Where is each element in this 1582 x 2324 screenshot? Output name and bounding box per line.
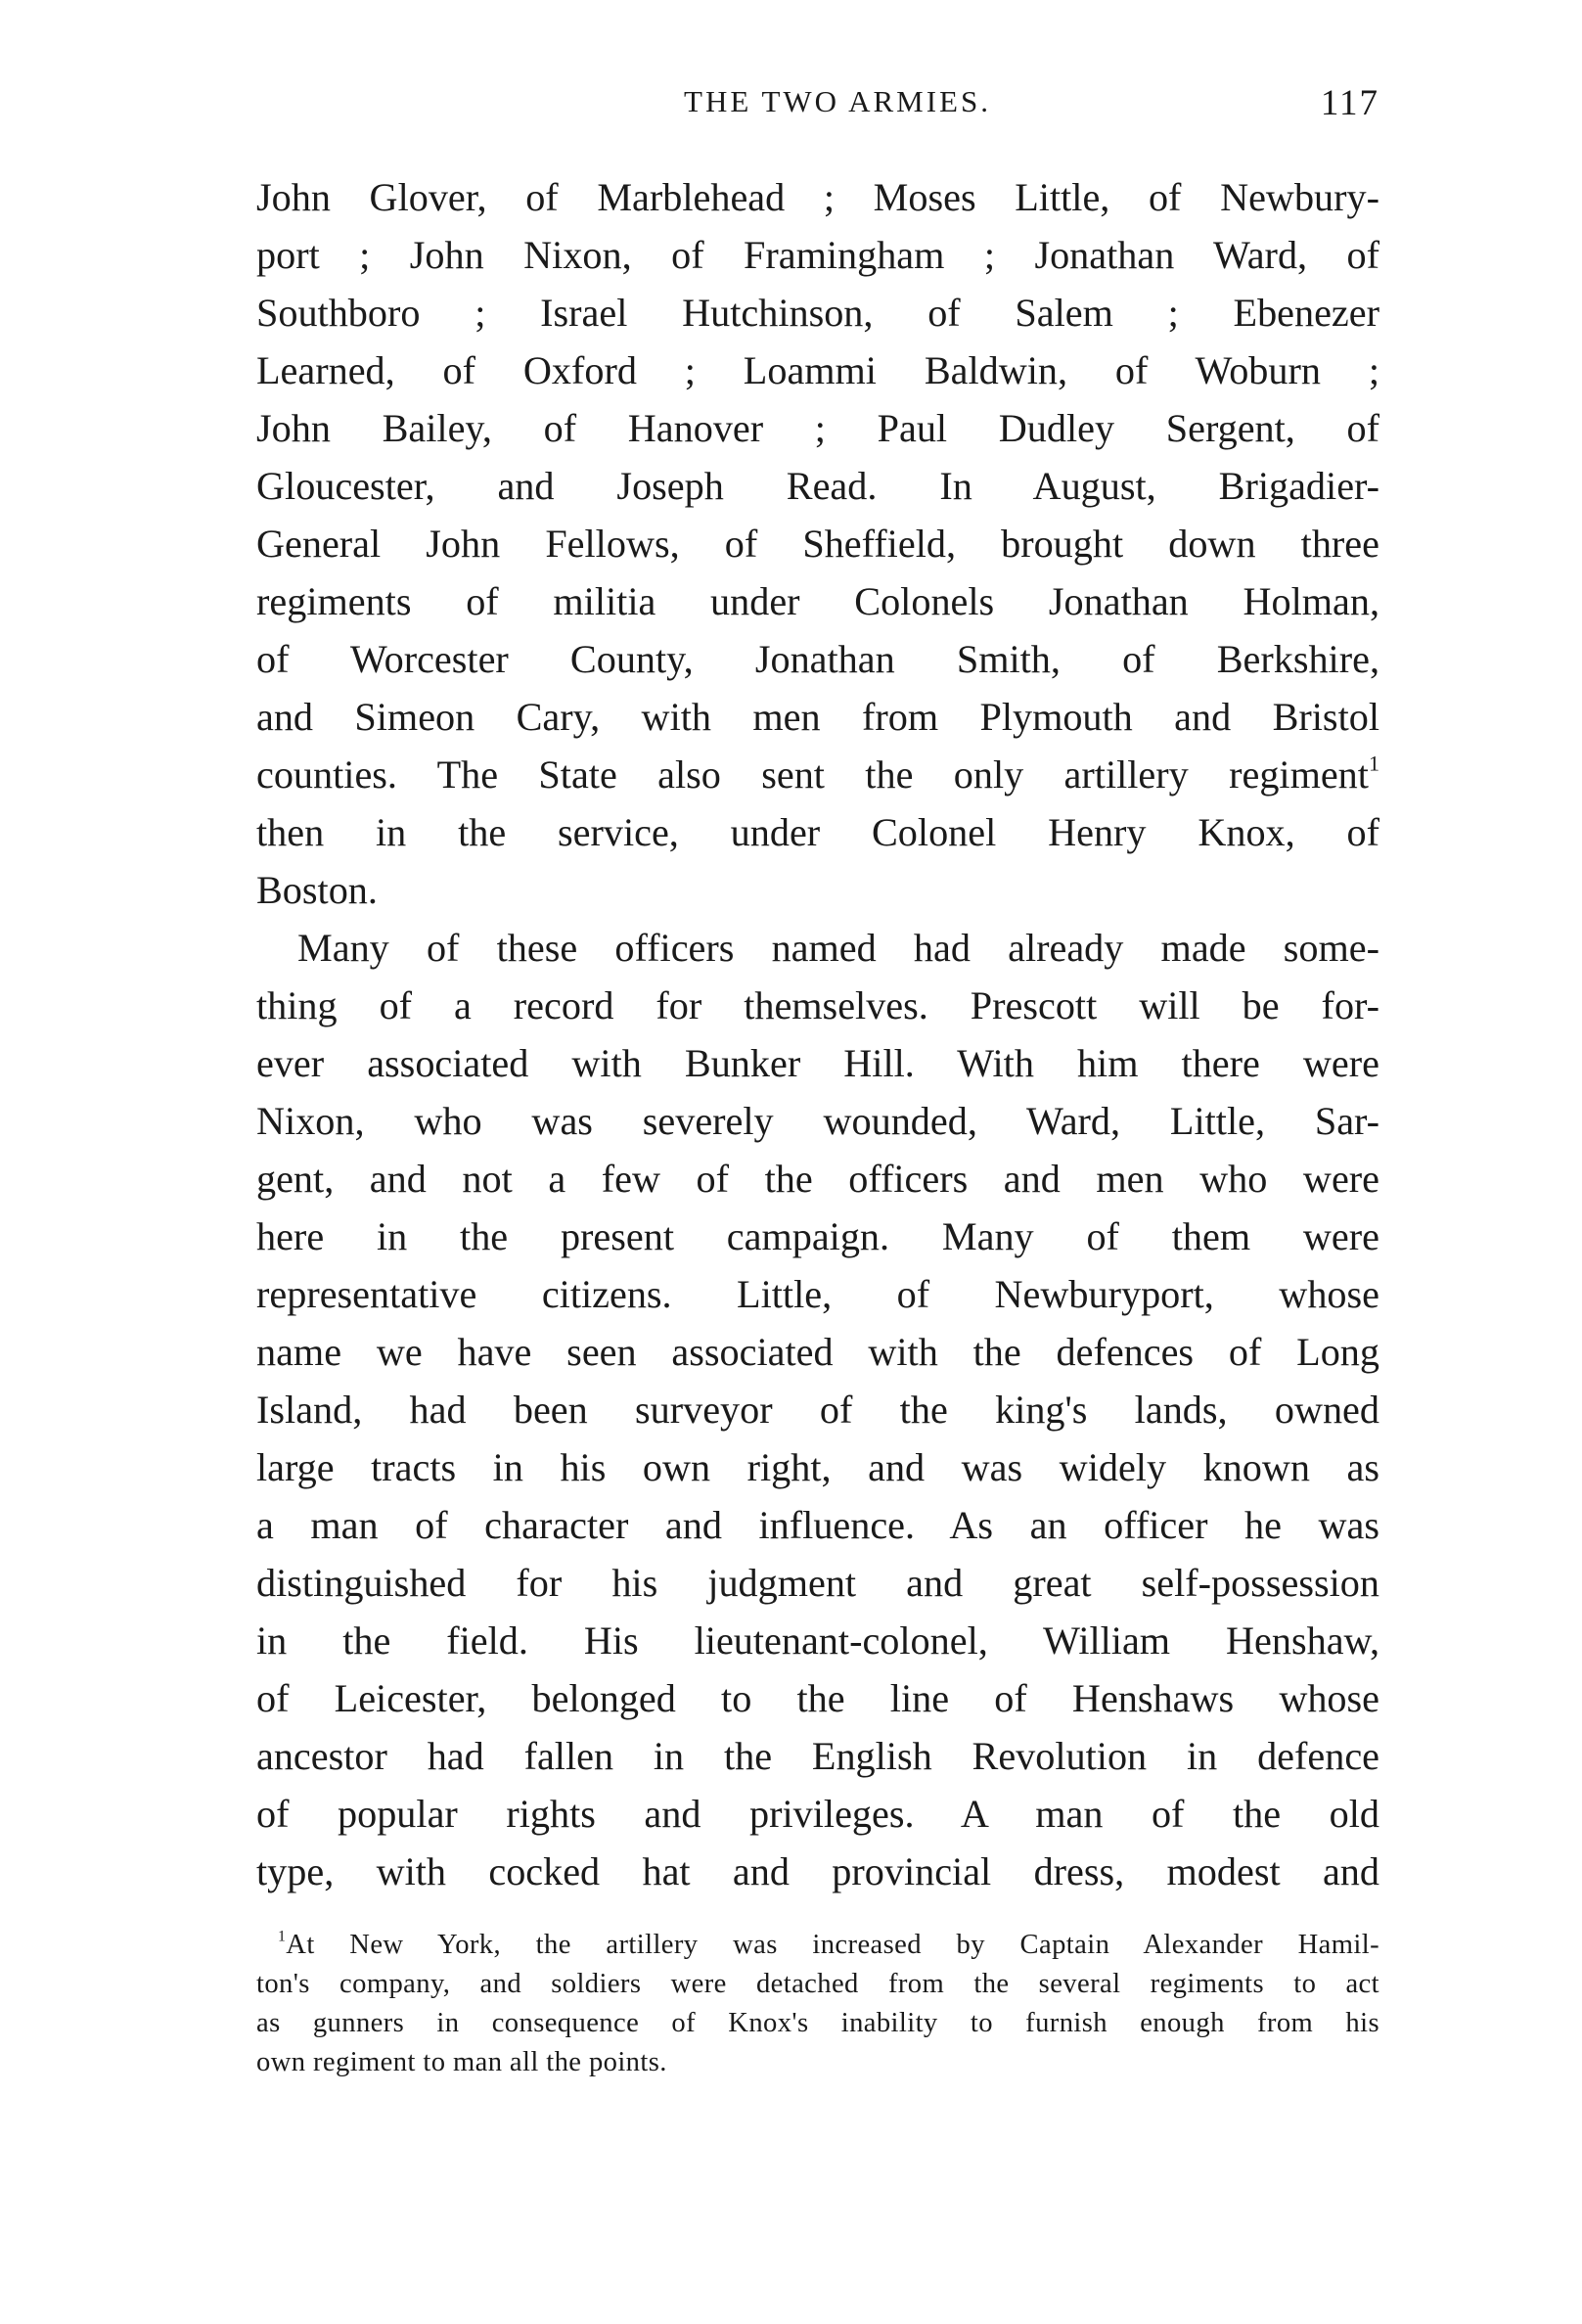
running-head (256, 78, 1379, 137)
page-number: 117 (1320, 83, 1379, 123)
text-line: Island, had been surveyor of the king's lands, owned (256, 1388, 1379, 1432)
text-line: ever associated with Bunker Hill. With him there were (256, 1041, 1379, 1085)
paragraph-2 (256, 919, 1379, 1900)
text-line: port ; John Nixon, of Framingham ; Jonathan Ward, of (256, 233, 1379, 277)
footnote-line: own regiment to man all the points. (256, 2047, 667, 2077)
text-line: Southboro ; Israel Hutchinson, of Salem ; Ebenezer (256, 291, 1379, 335)
footnote-marker: 1 (278, 1928, 287, 1945)
paragraph-1 (256, 168, 1379, 919)
text-line: type, with cocked hat and provincial dress, modest and (256, 1849, 1379, 1893)
text-line: name we have seen associated with the defences of Long (256, 1330, 1379, 1374)
text-line: John Bailey, of Hanover ; Paul Dudley Sergent, of (256, 406, 1379, 450)
text-line: large tracts in his own right, and was widely known as (256, 1445, 1379, 1489)
text-line: Gloucester, and Joseph Read. In August, Brigadier- (256, 464, 1379, 508)
text-line: John Glover, of Marblehead ; Moses Little, of Newbury- (256, 175, 1379, 219)
text-line: General John Fellows, of Sheffield, brought down three (256, 522, 1379, 566)
text-line: Many of these officers named had already made some- (297, 926, 1379, 970)
footnote-reference: 1 (1368, 751, 1379, 776)
footnote-line (256, 1926, 1379, 1965)
text-line: Nixon, who was severely wounded, Ward, Little, Sar- (256, 1099, 1379, 1143)
text-line: of Worcester County, Jonathan Smith, of Berkshire, (256, 637, 1379, 681)
footnote-line: ton's company, and soldiers were detached from the several regiments to act (256, 1969, 1379, 1999)
text-line-with-footnote-ref (256, 746, 1379, 803)
text-line-content: counties. The State also sent the only artillery regiment (256, 752, 1369, 797)
text-line: of popular rights and privileges. A man of the old (256, 1792, 1379, 1836)
text-line: regiments of militia under Colonels Jonathan Holman, (256, 579, 1379, 623)
text-line: here in the present campaign. Many of them were (256, 1214, 1379, 1258)
text-line: a man of character and influence. As an officer he was (256, 1503, 1379, 1547)
body-text (256, 168, 1379, 1900)
text-line: in the field. His lieutenant-colonel, William Henshaw, (256, 1618, 1379, 1663)
footnote-line: as gunners in consequence of Knox's inability to furnish enough from his (256, 2008, 1379, 2038)
text-line: representative citizens. Little, of Newburyport, whose (256, 1272, 1379, 1316)
text-line: Learned, of Oxford ; Loammi Baldwin, of Woburn ; (256, 348, 1379, 392)
text-line: distinguished for his judgment and great self-possession (256, 1561, 1379, 1605)
text-line: of Leicester, belonged to the line of Henshaws whose (256, 1676, 1379, 1720)
text-line: Boston. (256, 868, 378, 912)
text-line: thing of a record for themselves. Prescott will be for- (256, 983, 1379, 1027)
text-line: ancestor had fallen in the English Revolution in defence (256, 1734, 1379, 1778)
text-line: gent, and not a few of the officers and men who were (256, 1157, 1379, 1201)
footnote (256, 1926, 1379, 2082)
book-page (256, 78, 1379, 2082)
text-line: and Simeon Cary, with men from Plymouth and Bristol (256, 695, 1379, 739)
chapter-running-title: THE TWO ARMIES. (684, 84, 991, 118)
text-line: then in the service, under Colonel Henry Knox, of (256, 810, 1379, 854)
footnote-line-content: At New York, the artillery was increased by Captain Alexander Hamil- (286, 1930, 1379, 1960)
